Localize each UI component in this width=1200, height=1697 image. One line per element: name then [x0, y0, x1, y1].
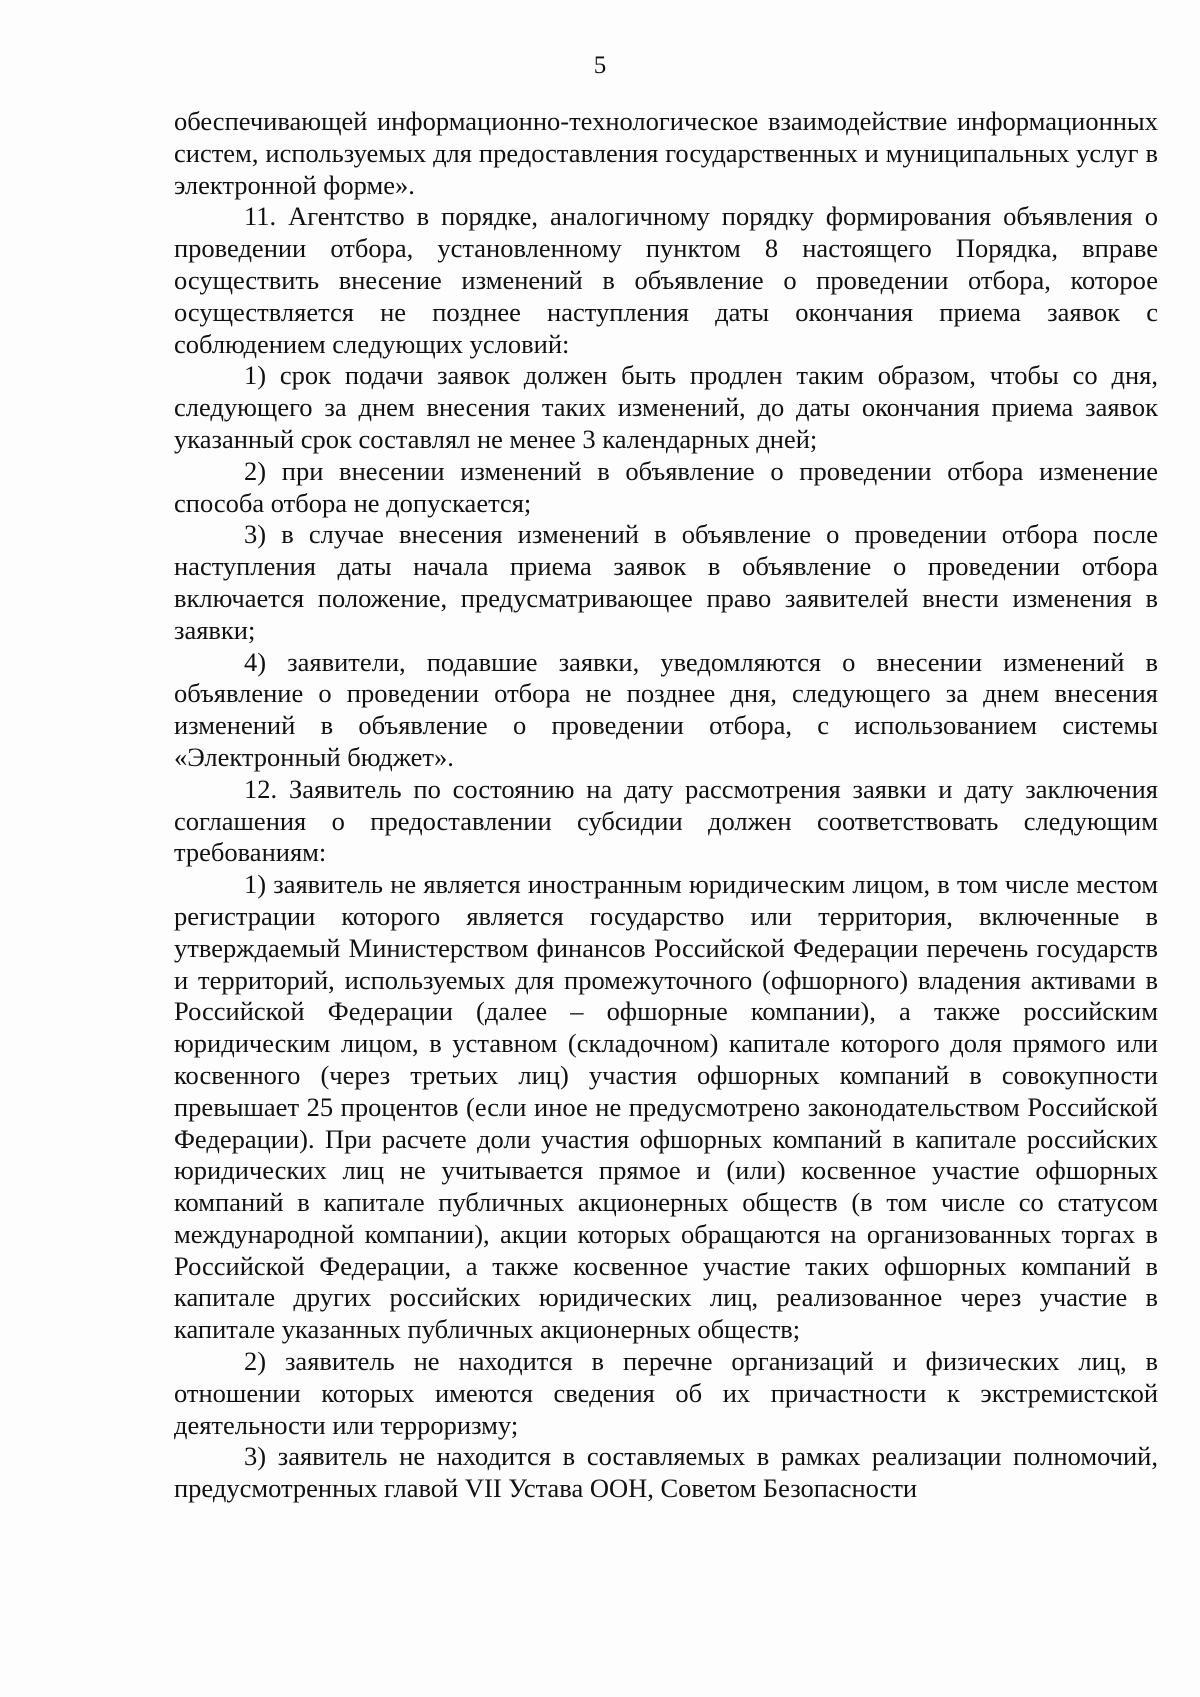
page-number: 5 — [593, 52, 607, 79]
paragraph-continuation: обеспечивающей информационно-технологическое взаимодействие информационных систем, используемых для предоставления государственных и муниципальных услуг в электронной форме». — [174, 106, 1158, 200]
paragraph-12-item-2: 2) заявитель не находится в перечне организаций и физических лиц, в отношении которых имеются сведения об их причастности к экстремистской деятельности или терроризму; — [174, 1346, 1158, 1440]
paragraph-11-item-1: 1) срок подачи заявок должен быть продлен таким образом, чтобы со дня, следующего за днем внесения таких изменений, до даты окончания приема заявок указанный срок составлял не менее 3 календарных дней; — [174, 360, 1158, 454]
document-body — [174, 106, 1158, 1505]
paragraph-12-item-1: 1) заявитель не является иностранным юридическим лицом, в том числе местом регистрации которого является государство или территория, включенные в утверждаемый Министерством финансов Российской Федерации перечень государств и территорий, используемых для промежуточного (офшорного) владения активами в Российской Федерации (далее – офшорные компании), а также российским юридическим лицом, в уставном (складочном) капитале которого доля прямого или косвенного (через третьих лиц) участия офшорных компаний в совокупности превышает 25 процентов (если иное не предусмотрено законодательством Российской Федерации). При расчете доли участия офшорных компаний в капитале российских юридических лиц не учитывается прямое и (или) косвенное участие офшорных компаний в капитале публичных акционерных обществ (в том числе со статусом международной компании), акции которых обращаются на организованных торгах в Российской Федерации, а также косвенное участие таких офшорных компаний в капитале других российских юридических лиц, реализованное через участие в капитале указанных публичных акционерных обществ; — [174, 869, 1158, 1345]
paragraph-11-item-2: 2) при внесении изменений в объявление о проведении отбора изменение способа отбора не допускается; — [174, 455, 1158, 518]
paragraph-11-intro: 11. Агентство в порядке, аналогичному порядку формирования объявления о проведении отбора, установленному пунктом 8 настоящего Порядка, вправе осуществить внесение изменений в объявление о проведении отбора, которое осуществляется не позднее наступления даты окончания приема заявок с соблюдением следующих условий: — [174, 201, 1158, 359]
paragraph-11-item-3: 3) в случае внесения изменений в объявление о проведении отбора после наступления даты начала приема заявок в объявление о проведении отбора включается положение, предусматривающее право заявителей внести изменения в заявки; — [174, 519, 1158, 645]
paragraph-12-item-3: 3) заявитель не находится в составляемых в рамках реализации полномочий, предусмотренных главой VII Устава ООН, Советом Безопасности — [174, 1441, 1158, 1504]
paragraph-12-intro: 12. Заявитель по состоянию на дату рассмотрения заявки и дату заключения соглашения о предоставлении субсидии должен соответствовать следующим требованиям: — [174, 773, 1158, 868]
paragraph-11-item-4: 4) заявители, подавшие заявки, уведомляются о внесении изменений в объявление о проведении отбора не позднее дня, следующего за днем внесения изменений в объявление о проведении отбора, с использованием системы «Электронный бюджет». — [174, 646, 1158, 772]
